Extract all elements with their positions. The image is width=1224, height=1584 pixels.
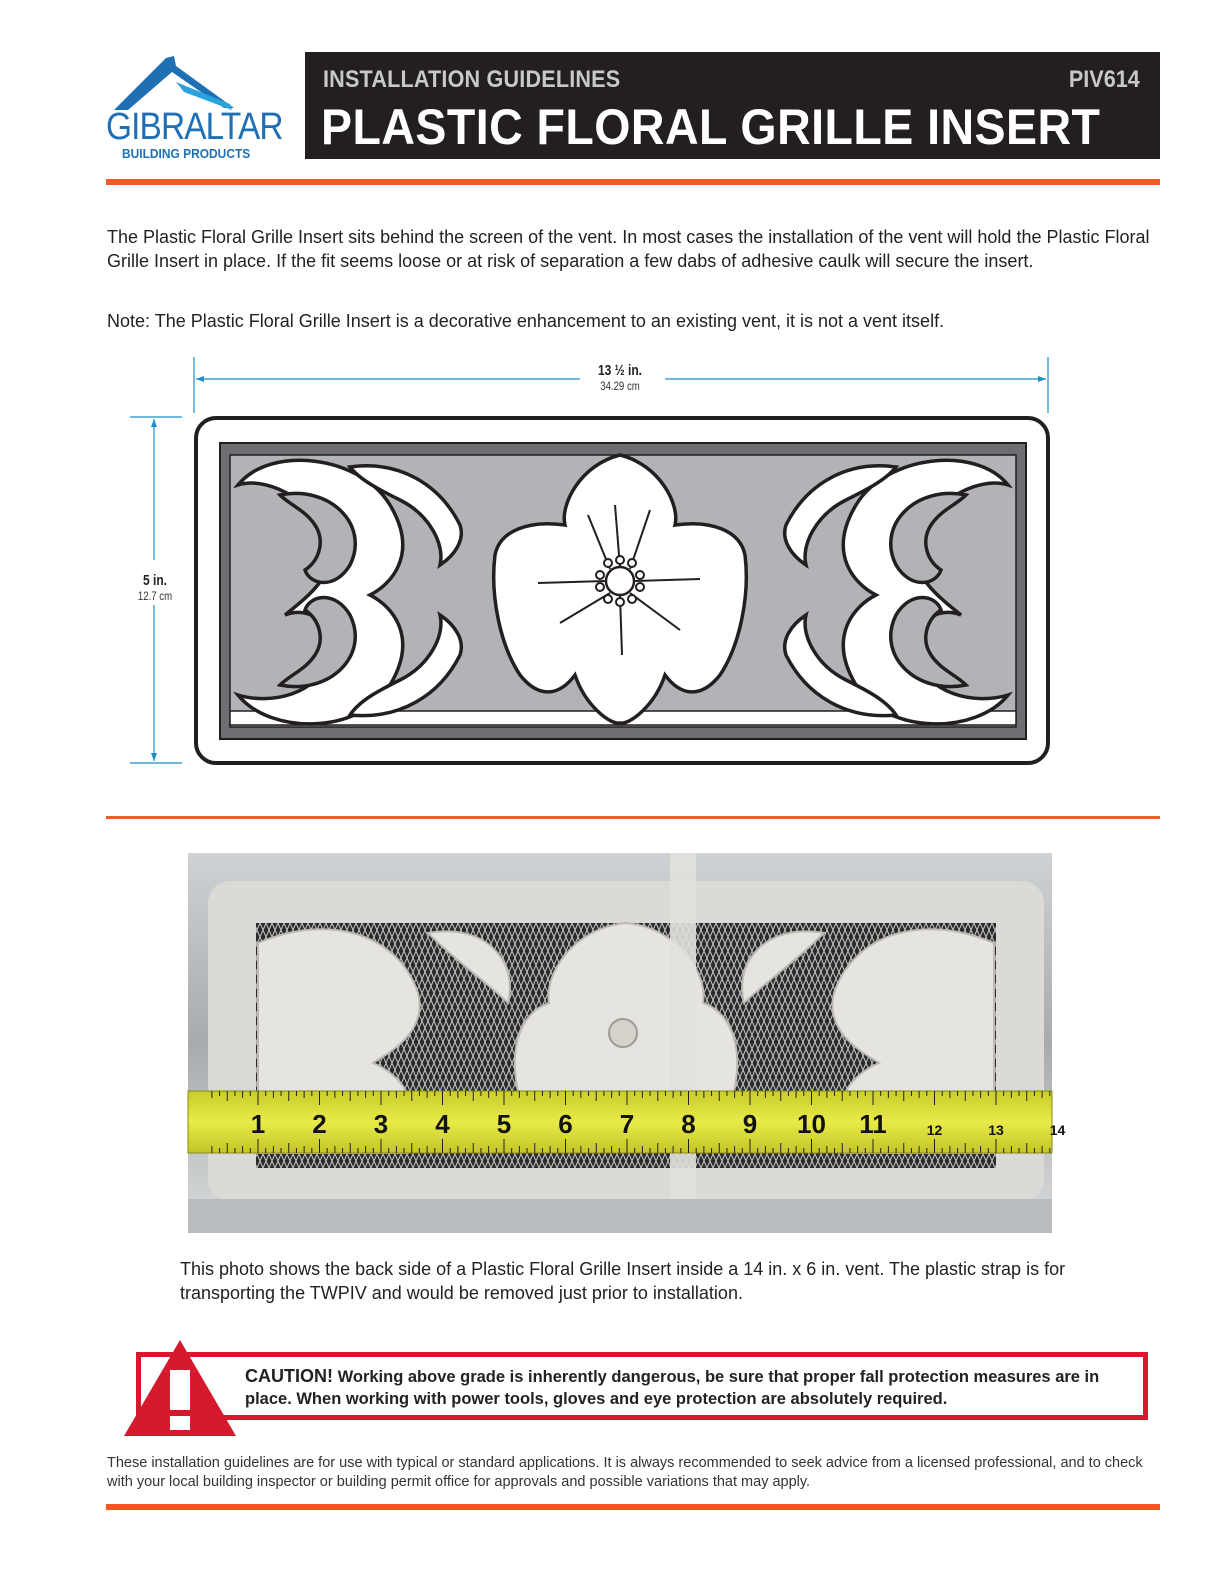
tape-number: 9 [742, 1109, 758, 1139]
width-dimension-label [570, 362, 670, 393]
height-dimension-label [120, 572, 190, 603]
tape-number: 11 [859, 1109, 887, 1139]
caution-message: Working above grade is inherently dangerous, be sure that proper fall protection measures are in place. When working with power tools, gloves and eye protection are absolutely required. [245, 1368, 1100, 1408]
caution-label: CAUTION! [245, 1366, 333, 1386]
tape-number: 1 [250, 1109, 266, 1139]
footer-disclaimer: These installation guidelines are for use with typical or standard applications. It is always recommended to seek advice from a licensed professional, and to check with your local building inspector or building permit office for approvals and possible variations that may apply. [107, 1455, 1143, 1490]
header-divider [106, 179, 1160, 185]
intro-note: Note: The Plastic Floral Grille Insert is a decorative enhancement to an existing vent, it is not a vent itself. [107, 311, 945, 331]
logo-wordmark: GIBRALTAR [106, 106, 283, 148]
intro-paragraph: The Plastic Floral Grille Insert sits behind the screen of the vent. In most cases the installation of the vent will hold the Plastic Floral Grille Insert in place. If the fit seems loose or at risk of separation a few dabs of adhesive caulk will secure the insert. [107, 227, 1150, 271]
caution-box [136, 1352, 1148, 1420]
mountain-logo-icon [104, 52, 288, 112]
logo-tagline: BUILDING PRODUCTS [122, 146, 251, 161]
product-photo [188, 853, 1066, 1233]
width-inches: 13 ½ in. [597, 362, 643, 379]
tape-number: 3 [373, 1109, 389, 1139]
width-cm: 34.29 cm [600, 379, 640, 393]
warning-triangle-icon [120, 1338, 238, 1438]
tape-number: 12 [926, 1122, 943, 1138]
tape-number: 8 [681, 1109, 696, 1139]
page-title: PLASTIC FLORAL GRILLE INSERT [321, 99, 1101, 155]
tape-number: 7 [619, 1109, 635, 1139]
grille-diagram [120, 355, 1080, 775]
header-bar [305, 52, 1160, 159]
tape-number: 6 [558, 1109, 573, 1139]
section-divider [106, 816, 1160, 819]
tape-number: 5 [496, 1109, 512, 1139]
product-code: PIV614 [1069, 66, 1140, 93]
photo-caption: This photo shows the back side of a Plastic Floral Grille Insert inside a 14 in. x 6 in. vent. The plastic strap is for transporting the TWPIV and would be removed just prior to installation. [180, 1259, 1066, 1303]
height-inches: 5 in. [142, 572, 167, 589]
transport-strap [670, 853, 696, 1233]
tape-number: 14 [1049, 1122, 1066, 1138]
footer-divider [106, 1504, 1160, 1510]
tape-number: 4 [435, 1109, 450, 1139]
header-kicker: INSTALLATION GUIDELINES [323, 66, 621, 93]
tape-number: 2 [312, 1109, 327, 1139]
gibraltar-logo [104, 52, 288, 162]
tape-number: 10 [797, 1109, 826, 1139]
height-cm: 12.7 cm [137, 589, 173, 603]
tape-number: 13 [988, 1122, 1004, 1138]
caution-text [245, 1365, 1145, 1410]
vent-bottom-flange [188, 1199, 1052, 1233]
